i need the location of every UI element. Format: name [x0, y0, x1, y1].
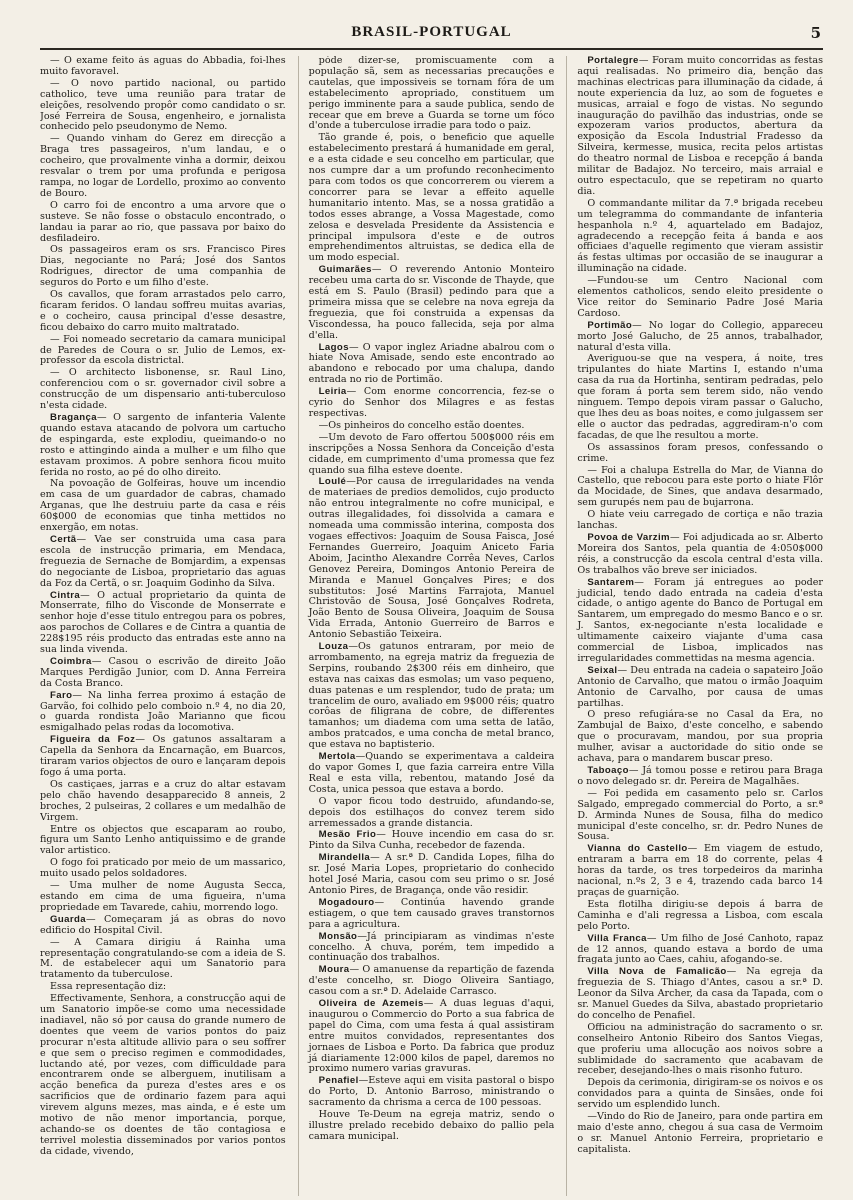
masthead-title: BRASIL-PORTUGAL — [351, 24, 512, 40]
news-paragraph — [577, 710, 823, 765]
paragraph-text: —Quando se experimentava a caldeira do vapor Gomes I, que fazia carreira entre Villa Real e esta villa, rebentou, matando José da Costa, unica pessoa que estava a bordo. — [308, 751, 555, 795]
news-paragraph — [309, 56, 555, 132]
paragraph-text: — Começaram já as obras do novo edificio do Hospital Civil. — [40, 913, 286, 936]
paragraph-text: — O actual proprietario da quinta de Monserrate, filho do Visconde de Monserrate e senhor hoje d'esse titulo entregou para os pobres, aos parochos de Collares e de Cintra a quantia de 228$195 réis producto das entradas este anno na sua linda vivenda. — [40, 589, 286, 656]
news-paragraph — [309, 1076, 555, 1109]
paragraph-text: — A Camara dirigiu á Rainha uma representação congratulando-se com a ideia de S. M. de estabelecer aqui um Sanatorio para tratamento da tuberculose. — [40, 936, 286, 981]
news-paragraph — [309, 999, 555, 1075]
column-3 — [566, 56, 823, 1196]
paragraph-text: — A sr.ª D. Candida Lopes, filha do sr. José Maria Lopes, proprietario do conhecido hotel José Maria, casou com seu primo o sr. José Antonio Pires, de Bragança, onde vão residir. — [308, 852, 555, 896]
place-heading: Faro — [50, 689, 73, 701]
place-heading: Oliveira de Azemeis — [318, 998, 424, 1010]
news-paragraph — [577, 56, 823, 198]
news-paragraph — [309, 421, 555, 432]
news-paragraph — [577, 766, 823, 788]
paragraph-text: Esta flotilha dirigiu-se depois á barra de Caminha e d'ali regressa a Lisboa, com escala pelo Porto. — [577, 898, 823, 932]
paragraph-text: Os passageiros eram os srs. Francisco Pires Dias, negociante no Pará; José dos Santos Rodrigues, director de uma companhia de seguros do Porto e um filho d'este. — [40, 244, 286, 289]
paragraph-text: Os assassinos foram presos, confessando o crime. — [577, 441, 823, 464]
place-heading: Taboaço — [587, 765, 629, 776]
place-heading: Monsão — [318, 930, 358, 942]
paragraph-text: —Os gatunos entraram, por meio de arrombamento, na egreja matriz da freguezia de Serpins, roubando 2$300 réis em dinheiro, que estava nas caixas das esmolas; um vaso pequeno, duas patenas e um resplendor, tudo de prata; um trancelim de ouro, avaliado em 9$000 réis; quatro corôas de filigrana de cobre, de differentes tamanhos; um diadema com uma setta de latão, ambos pratcados, e uma concha de metal branco, que estava no baptisterio. — [308, 641, 555, 751]
paragraph-text: — Já tomou posse e retirou para Braga o novo delegado sr. dr. Pereira de Magalhães. — [577, 765, 823, 787]
paragraph-text: — Os gatunos assaltaram a Capella da Senhora da Encarnação, em Buarcos, tiraram varios objectos de ouro e lançaram depois fogo á uma porta. — [40, 734, 286, 778]
paragraph-text: Os cavallos, que foram arrastados pelo carro, ficaram feridos. O landau soffreu muitas avarias, e o cocheiro, causa principal d'esse desastre, ficou debaixo do carro muito maltratado. — [40, 289, 286, 333]
paragraph-text: O vapor ficou todo destruido, afundando-se, depois dos estilhaços do convez terem sido arremessados a grande distancia. — [308, 795, 555, 829]
paragraph-text: —Os pinheiros do concelho estão doentes. — [318, 419, 525, 431]
news-paragraph — [40, 915, 286, 937]
news-paragraph — [577, 466, 823, 510]
paragraph-text: — O novo partido nacional, ou partido catholico, teve uma reunião para tratar de eleições, resolvendo propôr como candidato o sr. José Ferreira de Sousa, engenheiro, e jornalista conhecido pelo pseudonymo de Nemo. — [40, 77, 286, 133]
page-header — [40, 22, 823, 50]
paragraph-text: — Com enorme concorrencia, fez-se o cyrio do Senhor dos Milagres e as festas respectivas. — [308, 386, 555, 419]
paragraph-text: — Foi a chalupa Estrella do Mar, de Vianna do Castello, que rebocou para este porto o hiate Flôr da Mocidade, de Sines, que andava desarmado, sem gurupés nem pau de bujarrona. — [577, 464, 823, 509]
news-paragraph — [309, 387, 555, 420]
paragraph-text: — Vae ser construida uma casa para escola de instrucção primaria, em Mendaca, freguezia de Sernache de Bomjardim, a expensas do negociante de Lisboa, proprietario das aguas da Foz da Certã, o sr. Joaquim Godinho da Silva. — [40, 533, 286, 589]
place-heading: Cintra — [50, 589, 81, 601]
paragraph-text: — O architecto lisbonense, sr. Raul Lino, conferenciou com o sr. governador civil sobre a construcção de um dispensario anti-tuberculoso n'esta cidade. — [40, 367, 286, 412]
news-paragraph — [309, 265, 555, 341]
paragraph-text: Essa representação diz: — [50, 981, 167, 993]
paragraph-text: —Já principiaram as vindimas n'este concelho. A chuva, porém, tem impedido a continuação dos trabalhos. — [308, 930, 555, 964]
paragraph-text: Tão grande é, pois, o beneficio que aquelle estabelecimento prestará á humanidade em geral, e a esta cidade e seu concelho em particular, que nos cumpre dar a um profundo reconhecimento para com todos os que concorrerem ou vierem a concorrer para se levar a effeito aquelle humanitario intento. Mas, se a nossa gratidão a todos esses abrange, a Vossa Magestade, como zelosa e desvelada Presidente da Assistencia e principal impulsora d'este e de outros emprehendimentos altruistas, se dedica ella de um modo especial. — [308, 132, 555, 264]
news-paragraph — [577, 900, 823, 933]
paragraph-text: — Continúa havendo grande estiagem, o que tem causado graves transtornos para a agricultura. — [308, 896, 555, 930]
news-paragraph — [309, 932, 555, 965]
paragraph-text: —Fundou-se um Centro Nacional com elementos catholicos, sendo eleito presidente o Vice reitor do Seminario Padre José Maria Cardoso. — [577, 275, 823, 319]
news-paragraph — [40, 368, 286, 412]
place-heading: Figueira da Foz — [50, 734, 136, 746]
paragraph-text: — Houve incendio em casa do sr. Pinto da Silva Cunha, recebedor de fazenda. — [308, 829, 555, 852]
news-paragraph — [40, 56, 286, 78]
news-paragraph — [577, 578, 823, 665]
paragraph-text: Depois da cerimonia, dirigiram-se os noivos e os convidados para a quinta de Sinsães, onde foi servido um esplendido lunch. — [577, 1077, 823, 1111]
paragraph-text: — Quando vinham do Gerez em direcção a Braga tres passageiros, n'um landau, e o cocheiro, que provalmente vinha a dormir, deixou resvalar o trem por uma profunda e perigosa rampa, no logar de Lordello, proximo ao convento de Bouro. — [40, 133, 286, 199]
paragraph-text: — Casou o escrivão de direito João Marques Perdigão Junior, com D. Anna Ferreira da Costa Branco. — [40, 655, 286, 689]
paragraph-text: — Uma mulher de nome Augusta Secca, estando em cima de uma figueira, n'uma propriedade em Tavarede, cahiu, morrendo logo. — [40, 880, 286, 913]
place-heading: Mertola — [318, 751, 356, 763]
news-paragraph — [40, 201, 286, 245]
place-heading: Coimbra — [50, 655, 92, 667]
news-paragraph — [40, 938, 286, 982]
place-heading: Vianna do Castello — [587, 843, 688, 855]
place-heading: Seixal — [587, 664, 618, 676]
news-paragraph — [40, 691, 286, 735]
news-paragraph — [577, 199, 823, 275]
news-paragraph — [577, 354, 823, 441]
place-heading: Mirandella — [318, 852, 371, 864]
paragraph-text: O hiate veiu carregado de cortiça e não trazia lanchas. — [577, 509, 823, 532]
paragraph-text: Averiguou-se que na vespera, á noite, tres tripulantes do hiate Martins I, estando n'uma casa da rua da Hortinha, sentiram pedradas, pelo que foram á porta sem terem sido, não vendo ninguem. Tempo depois viram passar o Galucho, que lhes deu as boas noites, e como julgassem ser elle o auctor das pedradas, aggrediram-n'o com facadas, de que lhe resultou a morte. — [577, 353, 823, 441]
news-paragraph — [309, 477, 555, 641]
place-heading: Portalegre — [587, 56, 639, 66]
place-heading: Penafiel — [318, 1075, 359, 1087]
place-heading: Lagos — [318, 341, 349, 353]
place-heading: Guimarães — [318, 264, 372, 276]
paragraph-text: O commandante militar da 7.ª brigada recebeu um telegramma do commandante de infanteria hespanhola n.º 4, aquartelado em Badajoz, agradecendo a recepção feita á banda e aos officiaes d'aquelle regimento que vieram assistir ás festas ultimas por occasião de se inaugurar a illuminação na cidade. — [577, 197, 823, 275]
place-heading: Povoa de Varzim — [587, 531, 670, 543]
paragraph-text: — Em viagem de estudo, entraram a barra em 18 do corrente, pelas 4 horas da tarde, os tres torpedeiros da marinha nacional, n.ºs 2, 3 e 4, trazendo cada barco 14 praças de guarnição. — [577, 843, 823, 898]
place-heading: Bragança — [50, 412, 97, 423]
news-paragraph — [309, 1110, 555, 1143]
paragraph-text: —Esteve aqui em visita pastoral o bispo do Porto, D. Antonio Barroso, ministrando o sacramento da chrisma a cerca de 100 pessoas. — [308, 1075, 555, 1109]
news-paragraph — [309, 433, 555, 477]
news-paragraph — [40, 535, 286, 590]
paragraph-text: — Na egreja da freguezia de S. Thiago d'Antes, casou a sr.ª D. Leonor da Silva Archer, da casa da Tapada, com o sr. Manuel Guedes da Silva, abastado proprietario do concelho de Penafiel. — [577, 966, 823, 1021]
paragraph-text: O fogo foi praticado por meio de um massarico, muito usado pelos soldadores. — [40, 857, 286, 880]
news-paragraph — [40, 657, 286, 690]
news-paragraph — [40, 780, 286, 824]
news-paragraph — [577, 510, 823, 532]
place-heading: Villa Nova de Famalicão — [587, 966, 727, 978]
news-paragraph — [309, 752, 555, 796]
news-paragraph — [40, 858, 286, 880]
paragraph-text: — A duas leguas d'aqui, inaugurou o Commercio do Porto a sua fabrica de papel do Cima, com uma festa á qual assistiram entre muitos convidados, representantes dos jornaes de Lisboa e Porto. Da fabrica que produz já diariamente 12:000 kilos de papel, daremos no proximo numero varias gravuras. — [308, 998, 555, 1075]
paragraph-text: póde dizer-se, promiscuamente com a população sã, sem as necessarias precauções e cautelas, que impossiveis se tornam fóra de um estabelecimento apropriado, constituem um perigo imminente para a saude publica, sendo de recear que em breve a Guarda se torne um fóco d'onde a tuberculose irradie para todo o paiz. — [308, 56, 555, 132]
news-paragraph — [577, 934, 823, 967]
paragraph-text: Effectivamente, Senhora, a construcção aqui de um Sanatorio impõe-se como uma necessidade inadiavel, não só por causa do grande numero de doentes que veem de varios pontos do paiz procurar n'esta altitude allivio para o seu soffrer e que sem o preciso regimen e commodidades, luctando até, por vezes, com difficuldade para encontrarem onde se alberguem, inutilisam a acção benefica da pureza d'estes ares e os sacrificios que de ordinario fazem para aqui virevem alguns mezes, mas ainda, e é este um motivo de não menor importancia, porque, achando-se os doentes de tão contagiosa e terrivel molestia disseminados por varios pontos da cidade, vivendo, — [40, 993, 286, 1157]
news-paragraph — [577, 789, 823, 844]
news-paragraph — [40, 591, 286, 656]
news-paragraph — [40, 994, 286, 1158]
place-heading: Leiria — [318, 386, 347, 398]
news-paragraph — [577, 967, 823, 1022]
place-heading: Mogadouro — [318, 896, 375, 908]
place-heading: Mesão Frio — [318, 829, 377, 841]
place-heading: Portimão — [587, 319, 633, 331]
news-paragraph — [309, 830, 555, 852]
article-columns — [40, 56, 823, 1196]
paragraph-text: — Foram muito concorridas as festas aqui realisadas. No primeiro dia, benção das machinas electricas para illuminação da cidade, á noute experiencia da luz, ao som de foguetes e musicas, arraial e fogo de vistas. No segundo inauguração do pavilhão das industrias, onde se expozeram varios productos, abertura da exposição da Escola Industrial Fradesso da Silveira, kermesse, musica, recita pelos artistas do theatro normal de Lisboa e recepção á banda militar de Badajoz. No terceiro, mais arraial e outro espectaculo, que se repetiram no quarto dia. — [577, 56, 823, 197]
place-heading: Certã — [50, 533, 77, 545]
place-heading: Loulé — [318, 476, 347, 488]
paragraph-text: — Foi nomeado secretario da camara municipal de Paredes de Coura o sr. Julio de Lemos, ex-professor da escola districtal. — [40, 333, 286, 367]
news-paragraph — [40, 290, 286, 334]
news-paragraph — [40, 735, 286, 779]
news-paragraph — [309, 642, 555, 751]
paragraph-text: — O reverendo Antonio Monteiro recebeu uma carta do sr. Visconde de Thayde, que está em S. Paulo (Brasil) pedindo para que a primeira missa que se celebre na nova egreja da freguezia, que foi construida a expensas da Viscondessa, ha pouco fallecida, seja por alma d'ella. — [308, 264, 555, 341]
paragraph-text: Os castiçaes, jarras e a cruz do altar estavam pelo chão havendo desapparecido 8 anneis, 2 broches, 2 pulseiras, 2 collares e um medalhão de Virgem. — [40, 778, 286, 823]
news-paragraph — [309, 343, 555, 387]
news-paragraph — [40, 245, 286, 289]
news-paragraph — [577, 276, 823, 320]
paragraph-text: — O exame feito ás aguas do Abbadia, foi-lhes muito favoravel. — [40, 56, 286, 77]
news-paragraph — [577, 1112, 823, 1156]
paragraph-text: O preso refugiára-se no Casal da Era, no Zambujal de Baixo, d'este concelho, e sabendo que o procuravam, mandou, por sua propria mulher, avisar a auctoridade do sitio onde se achava, para o mandarem buscar preso. — [577, 709, 823, 765]
news-paragraph — [309, 853, 555, 897]
paragraph-text: — Foi pedida em casamento pelo sr. Carlos Salgado, empregado commercial do Porto, a sr.ª D. Arminda Nunes de Sousa, filha do medico municipal d'este concelho, sr. dr. Pedro Nunes de Sousa. — [577, 787, 823, 843]
news-paragraph — [577, 321, 823, 354]
news-paragraph — [309, 898, 555, 931]
news-paragraph — [577, 443, 823, 465]
place-heading: Santarem — [587, 576, 635, 588]
paragraph-text: —Um devoto de Faro offertou 500$000 réis em inscripções a Nossa Senhora da Conceição d'esta cidade, em cumprimento d'uma promessa que fez quando sua filha esteve doente. — [308, 431, 555, 476]
news-paragraph — [577, 666, 823, 710]
paragraph-text: — Deu entrada na cadeia o sapateiro João Antonio de Carvalho, que matou o irmão Joaquim Antonio de Carvalho, por causa de umas partilhas. — [577, 664, 823, 709]
news-paragraph — [40, 413, 286, 478]
news-paragraph — [577, 1023, 823, 1078]
paragraph-text: — Um filho de José Canhoto, rapaz de 12 annos, quando estava a bordo de uma fragata junto ao Caes, cahiu, afogando-se. — [577, 932, 823, 966]
paragraph-text: Houve Te-Deum na egreja matriz, sendo o illustre prelado recebido debaixo do pallio pela camara municipal. — [308, 1109, 555, 1142]
news-paragraph — [309, 133, 555, 264]
place-heading: Moura — [318, 964, 350, 976]
place-heading: Louza — [318, 641, 349, 653]
paragraph-text: Entre os objectos que escaparam ao roubo, figura um Santo Lenho antiquissimo e de grande valor artistico. — [40, 823, 286, 857]
column-2 — [298, 56, 555, 1196]
news-paragraph — [40, 982, 286, 993]
news-paragraph — [40, 79, 286, 134]
paragraph-text: — O sargento de infanteria Valente quando estava atacando de polvora um cartucho de espingarda, este explodiu, queimando-o no rosto e attingindo ainda a mulher e um filho que estavam proximos. A pobre senhora ficou muito ferida no rosto, ao pé do olho direito. — [40, 412, 286, 478]
paragraph-text: — Na linha ferrea proximo á estação de Garvão, foi colhido pelo comboio n.º 4, no dia 20, o guarda rondista João Marianno que ficou esmigalhado pelas rodas da locomotiva. — [40, 689, 286, 734]
news-paragraph — [577, 1078, 823, 1111]
paragraph-text: — No logar do Collegio, appareceu morto José Galucho, de 25 annos, trabalhador, natural d'esta villa. — [577, 319, 823, 353]
news-paragraph — [40, 134, 286, 199]
paragraph-text: O carro foi de encontro a uma arvore que o susteve. Se não fosse o obstaculo encontrado, o landau ia parar ao rio, que passava por baixo do desfiladeiro. — [40, 199, 286, 244]
paragraph-text: —Por causa de irregularidades na venda de materiaes de predios demolidos, cujo producto não entrou integralmente no cofre municipal, e outras illegalidades, foi dissolvida a camara e nomeada uma commissão interina, composta dos vogaes effectivos: Joaquim de Sousa Faisca, José Fernandes Guerreiro, Joaquim Aniceto Faria Aboim, Jacintho Alexandre Corrêa Neves, Carlos Genovez Pereira, Domingos Antonio Pereira de Miranda e Manuel Gonçalves Pires; e dos substitutos: José Martins Farrajota, Manuel Christovão de Sousa, José Gonçalves Rodreta, João Bento de Sousa Oliveira, Joaquim de Sousa Vida Errada, Antonio Guerreiro de Barros e Antonio Sebastião Teixeira. — [308, 476, 555, 641]
news-paragraph — [40, 479, 286, 534]
paragraph-text: — Foi adjudicada ao sr. Alberto Moreira dos Santos, pela quantia de 4:050$000 réis, a construcção da escola central d'esta villa. Os trabalhos vão breve ser iniciados. — [577, 531, 823, 576]
news-paragraph — [40, 881, 286, 914]
paragraph-text: — Foram já entregues ao poder judicial, tendo dado entrada na cadeia d'esta cidade, o antigo agente do Banco de Portugal em Santarem, um empregado do mesmo Banco e o sr. J. Santos, ex-negociante n'esta localidade e ultimamente caixeiro viajante d'uma casa commercial de Lisboa, implicados nas irregularidades commettidas na mesma agencia. — [577, 576, 823, 664]
news-paragraph — [40, 335, 286, 368]
place-heading: Guarda — [50, 913, 86, 925]
news-paragraph — [40, 825, 286, 858]
paragraph-text: Officiou na administração do sacramento o sr. conselheiro Antonio Ribeiro dos Santos Viegas, que proferiu uma allocução aos noivos sobre a sublimidade do sacramento que acabavam de receber, desejando-lhes o mais risonho futuro. — [577, 1021, 823, 1077]
paragraph-text: —Vindo do Rio de Janeiro, para onde partira em maio d'este anno, chegou á sua casa de Vermoim o sr. Manuel Antonio Ferreira, proprietario e capitalista. — [577, 1111, 823, 1155]
page-number: 5 — [810, 24, 821, 42]
paragraph-text: Na povoação de Golfeiras, houve um incendio em casa de um guardador de cabras, chamado Arganas, que lhe destruiu parte da casa e réis 60$000 de economias que tinha mettidos no enxergão, em notas. — [40, 478, 286, 534]
news-paragraph — [309, 965, 555, 998]
paragraph-text: — O amanuense da repartição de fazenda d'este concelho, sr. Diogo Oliveira Santiago, casou com a sr.ª D. Adelaide Carrasco. — [308, 964, 555, 998]
news-paragraph — [309, 797, 555, 830]
column-1 — [40, 56, 286, 1196]
paragraph-text: — O vapor inglez Ariadne abalrou com o hiate Nova Amisade, sendo este encontrado ao abandono e rebocado por uma chalupa, dando entrada no rio de Portimão. — [308, 341, 555, 386]
news-paragraph — [577, 533, 823, 577]
news-paragraph — [577, 844, 823, 899]
place-heading: Villa Franca — [587, 932, 647, 944]
